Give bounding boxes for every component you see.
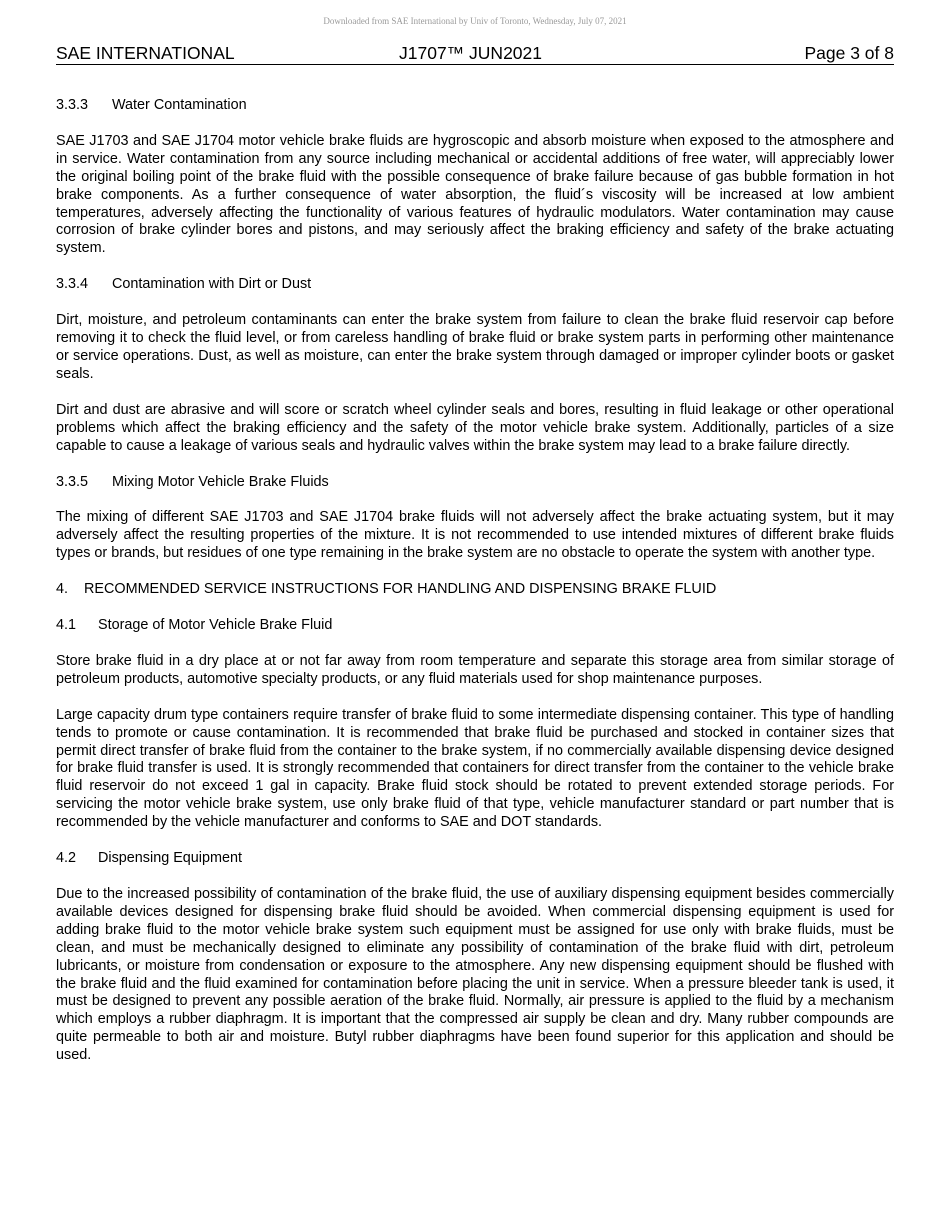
section-number: 3.3.4: [56, 276, 89, 293]
section-heading-4-1: [56, 617, 894, 635]
section-heading-4-2: [56, 850, 894, 868]
download-notice: Downloaded from SAE International by Univ of Toronto, Wednesday, July 07, 2021: [323, 16, 627, 26]
section-title: Dispensing Equipment: [98, 850, 242, 867]
paragraph-dirt-entry: Dirt, moisture, and petroleum contaminants can enter the brake system from failure to clean the brake fluid reservoir cap before removing it to check the fluid level, or from careless handling of brake fluid or brake system parts in performing other maintenance or service operations. Dust, as well as moisture, can enter the brake system through damaged or improper cylinder boots or gasket seals.: [56, 312, 894, 382]
section-title: Contamination with Dirt or Dust: [112, 276, 312, 293]
section-heading-3-3-3: [56, 97, 894, 115]
section-heading-3-3-5: [56, 474, 894, 492]
header-page-number: Page 3 of 8: [804, 43, 894, 63]
section-title: Mixing Motor Vehicle Brake Fluids: [112, 473, 329, 490]
section-heading-3-3-4: [56, 276, 894, 294]
paragraph-water-contamination: SAE J1703 and SAE J1704 motor vehicle brake fluids are hygroscopic and absorb moisture when exposed to the atmosphere and in service. Water contamination from any source including mechanical or accidental additions of free water, will appreciably lower the original boiling point of the brake fluid with the possible consequence of brake failure because of gas bubble formation in hot brake components. As a further consequence of water absorption, the fluid´s viscosity will be increased at low ambient temperatures, adversely affecting the functionality of various features of hydraulic modulators. Water contamination may cause corrosion of brake cylinder bores and pistons, and may seriously affect the braking efficiency and safety of the brake actuating system.: [56, 132, 894, 257]
section-number: 3.3.5: [56, 473, 89, 490]
section-title: Water Contamination: [112, 97, 247, 113]
paragraph-dispensing-equipment: Due to the increased possibility of contamination of the brake fluid, the use of auxiliary dispensing equipment besides commercially available devices designed for dispensing brake fluid should be avoided. When commercial dispensing equipment is used for adding brake fluid to the motor vehicle brake system such equipment must be assigned for use only with brake fluids, must be clean, and must be mechanically designed to eliminate any possibility of contamination of the brake fluid with dirt, petroleum lubricants, or moisture from condensation or exposure to the atmosphere. Any new dispensing equipment should be flushed with the brake fluid and the fluid examined for contamination before placing the unit in service. When a pressure bleeder tank is used, it must be designed to prevent any possible aeration of the brake fluid. Normally, air pressure is applied to the fluid by a mechanism which employs a rubber diaphragm. It is important that the compressed air supply be clean and dry. Many rubber compounds are quite permeable to both air and moisture. Butyl rubber diaphragms have been found superior for this application and should be used.: [56, 886, 894, 1064]
section-title: RECOMMENDED SERVICE INSTRUCTIONS FOR HANDLING AND DISPENSING BRAKE FLUID: [84, 581, 717, 598]
header-organization: SAE INTERNATIONAL: [56, 43, 235, 63]
section-number: 3.3.3: [56, 97, 89, 113]
section-title: Storage of Motor Vehicle Brake Fluid: [98, 617, 333, 634]
paragraph-storage-containers: Large capacity drum type containers require transfer of brake fluid to some intermediate dispensing container. This type of handling tends to promote or cause contamination. It is recommended that brake fluid be purchased and stocked in container sizes that permit direct transfer of brake fluid from the container to the brake system, if no commercially available dispensing device designed for brake fluid transfer is used. It is strongly recommended that containers for direct transfer from the container to the vehicle brake fluid reservoir do not exceed 1 gal in capacity. Brake fluid stock should be rotated to prevent extended storage periods. For servicing the motor vehicle brake system, use only brake fluid of that type, vehicle manufacturer standard or part number that is recommended by the vehicle manufacturer and conforms to SAE and DOT standards.: [56, 706, 894, 831]
section-heading-4: [56, 581, 894, 599]
section-number: 4.: [56, 581, 69, 598]
section-number: 4.2: [56, 850, 77, 867]
header-document-id: J1707™ JUN2021: [399, 43, 542, 63]
paragraph-storage-location: Store brake fluid in a dry place at or not far away from room temperature and separate this storage area from similar storage of petroleum products, automotive specialty products, or any fluid materials used for shop maintenance purposes.: [56, 652, 894, 687]
section-number: 4.1: [56, 617, 77, 634]
page-header: [56, 43, 894, 65]
paragraph-dirt-effects: Dirt and dust are abrasive and will score or scratch wheel cylinder seals and bores, resulting in fluid leakage or other operational problems which affect the braking efficiency and the safety of the motor vehicle brake system. Additionally, particles of a size capable to cause a leakage of various seals and hydraulic valves within the brake system may lead to a brake failure directly.: [56, 401, 894, 454]
document-body: [56, 97, 894, 1083]
paragraph-mixing-fluids: The mixing of different SAE J1703 and SAE J1704 brake fluids will not adversely affect the brake actuating system, but it may adversely affect the resulting properties of the mixture. It is not recommended to use intended mixtures of different brake fluids types or brands, but residues of one type remaining in the brake system are no obstacle to operate the system with another type.: [56, 509, 894, 562]
